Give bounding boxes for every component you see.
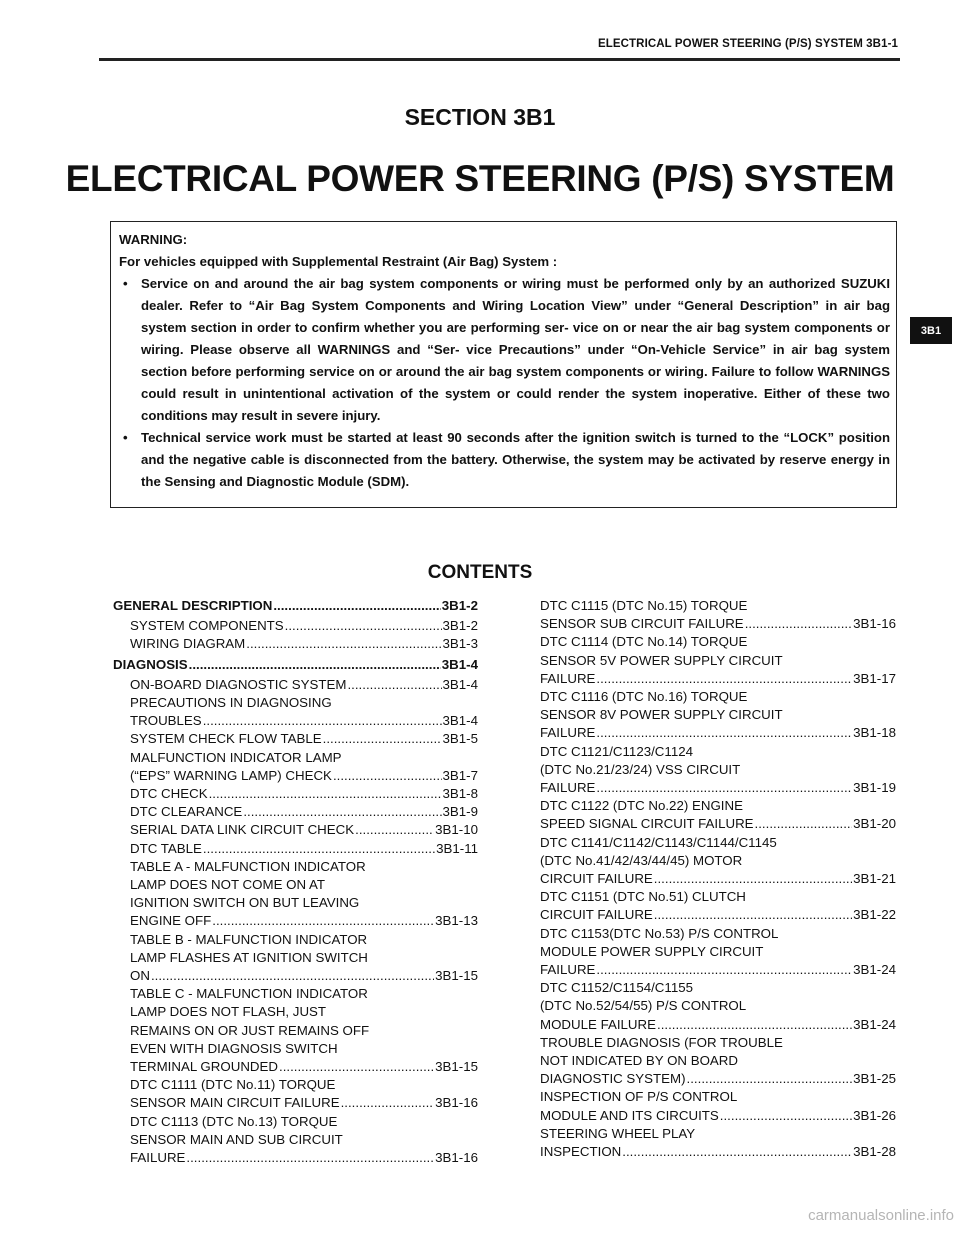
toc-page-number: 3B1-15: [435, 1059, 478, 1075]
toc-entry-title-line: SENSOR MAIN CIRCUIT FAILURE: [130, 1095, 340, 1111]
toc-entry-row: [130, 912, 478, 930]
toc-page-number: 3B1-2: [442, 618, 478, 634]
toc-page-number: 3B1-4: [441, 656, 478, 672]
toc-entry-title-line: DTC C1114 (DTC No.14) TORQUE: [540, 634, 748, 650]
toc-entry-row: [130, 1058, 478, 1076]
toc-entry-title-line: FAILURE: [130, 1150, 186, 1166]
section-label: SECTION 3B1: [404, 104, 556, 130]
toc-entry-title-line: (DTC No.52/54/55) P/S CONTROL: [540, 998, 747, 1014]
toc-entry-row: [540, 1143, 896, 1161]
warning-box: [110, 221, 897, 508]
toc-entry-title-line: MODULE AND ITS CIRCUITS: [540, 1107, 719, 1123]
toc-page-number: 3B1-16: [853, 616, 896, 632]
toc-entry[interactable]: [540, 1125, 896, 1161]
watermark: carmanualsonline.info: [808, 1207, 954, 1224]
toc-entry-title-line: DTC C1113 (DTC No.13) TORQUE: [130, 1113, 338, 1129]
toc-entry-title-line: FAILURE: [540, 780, 596, 796]
toc-entry-title-line: DIAGNOSTIC SYSTEM): [540, 1071, 686, 1087]
toc-entry-title-line: SENSOR MAIN AND SUB CIRCUIT: [130, 1131, 343, 1147]
toc-entry[interactable]: [540, 925, 896, 980]
toc-entry[interactable]: [113, 985, 478, 1076]
toc-entry-title-line: DTC C1122 (DTC No.22) ENGINE: [540, 798, 743, 814]
toc-entry-row: [540, 815, 896, 833]
toc-entry-row: [540, 615, 896, 633]
toc-page-number: 3B1-3: [442, 636, 478, 652]
warning-heading: WARNING:: [119, 232, 188, 247]
toc-entry-title-line: SENSOR 5V POWER SUPPLY CIRCUIT: [540, 652, 783, 668]
toc-page-number: 3B1-24: [853, 962, 896, 978]
toc-entry-title-line: SYSTEM COMPONENTS: [130, 618, 284, 634]
dot-leader: [203, 840, 435, 858]
toc-entry-title-line: ON: [130, 968, 150, 984]
toc-page-number: 3B1-4: [442, 713, 478, 729]
toc-entry-row: [540, 961, 896, 979]
toc-page-number: 3B1-9: [442, 804, 478, 820]
running-header: ELECTRICAL POWER STEERING (P/S) SYSTEM 3B1-1: [597, 38, 898, 50]
toc-entry[interactable]: [113, 803, 478, 821]
dot-leader: [212, 912, 434, 930]
dot-leader: [654, 906, 852, 924]
toc-entry[interactable]: [540, 597, 896, 633]
dot-leader: [657, 1016, 852, 1034]
dot-leader: [347, 676, 441, 694]
warning-list: [119, 273, 890, 493]
toc-entry-title-line: GENERAL DESCRIPTION: [113, 598, 273, 613]
toc-entry[interactable]: [540, 834, 896, 889]
dot-leader: [596, 961, 852, 979]
toc-entry[interactable]: [113, 617, 478, 635]
toc-page-number: 3B1-24: [853, 1016, 896, 1032]
toc-page-number: 3B1-2: [441, 598, 478, 613]
toc-entry[interactable]: [540, 797, 896, 833]
toc-page-number: 3B1-21: [853, 871, 896, 887]
toc-entry-row: [130, 617, 478, 635]
toc-entry[interactable]: [540, 633, 896, 688]
dot-leader: [186, 1149, 434, 1167]
toc-entry-title-line: DTC C1141/C1142/C1143/C1144/C1145: [540, 834, 777, 850]
toc-entry-title-line: (DTC No.21/23/24) VSS CIRCUIT: [540, 761, 741, 777]
toc-entry-title-line: SERIAL DATA LINK CIRCUIT CHECK: [130, 822, 355, 838]
toc-entry-title-line: INSPECTION OF P/S CONTROL: [540, 1089, 738, 1105]
toc-entry-title-line: TABLE C - MALFUNCTION INDICATOR: [130, 986, 368, 1002]
toc-page-number: 3B1-17: [853, 670, 896, 686]
toc-entry-title-line: DTC C1151 (DTC No.51) CLUTCH: [540, 889, 746, 905]
toc-entry[interactable]: [540, 688, 896, 743]
toc-entry-title-line: IGNITION SWITCH ON BUT LEAVING: [130, 895, 360, 911]
toc-entry-row: [130, 803, 478, 821]
dot-leader: [151, 967, 434, 985]
toc-page-number: 3B1-16: [435, 1150, 478, 1166]
toc-entry-title-line: LAMP DOES NOT FLASH, JUST: [130, 1004, 327, 1020]
toc-entry[interactable]: [113, 730, 478, 748]
toc-entry-title-line: DTC C1121/C1123/C1124: [540, 743, 693, 759]
toc-entry[interactable]: [540, 1034, 896, 1089]
dot-leader: [755, 815, 853, 833]
dot-leader: [285, 617, 442, 635]
dot-leader: [341, 1094, 435, 1112]
toc-entry-title-line: LAMP DOES NOT COME ON AT: [130, 877, 326, 893]
toc-entry-title-line: NOT INDICATED BY ON BOARD: [540, 1053, 739, 1069]
dot-leader: [720, 1107, 852, 1125]
toc-page-number: 3B1-5: [442, 731, 478, 747]
toc-entry[interactable]: [540, 743, 896, 798]
dot-leader: [355, 821, 434, 839]
toc-entry-title-line: INSPECTION: [540, 1144, 622, 1160]
dot-leader: [246, 635, 441, 653]
toc-entry-row: [130, 1149, 478, 1167]
toc-entry-row: [130, 967, 478, 985]
dot-leader: [654, 870, 852, 888]
dot-leader: [273, 597, 440, 615]
toc-page-number: 3B1-25: [853, 1071, 896, 1087]
toc-entry-title-line: FAILURE: [540, 670, 596, 686]
toc-entry-title-line: (DTC No.41/42/43/44/45) MOTOR: [540, 852, 743, 868]
toc-entry-title-line: DTC C1153(DTC No.53) P/S CONTROL: [540, 925, 779, 941]
dot-leader: [203, 712, 442, 730]
toc-entry-row: [130, 676, 478, 694]
toc-entry[interactable]: [113, 635, 478, 653]
toc-entry-title-line: CIRCUIT FAILURE: [540, 907, 653, 923]
toc-entry-row: [113, 597, 478, 615]
toc-page-number: 3B1-13: [435, 913, 478, 929]
contents-heading: CONTENTS: [427, 562, 533, 583]
toc-entry-row: [540, 779, 896, 797]
toc-entry-title-line: ON-BOARD DIAGNOSTIC SYSTEM: [130, 676, 347, 692]
toc-page-number: 3B1-11: [436, 840, 478, 856]
toc-entry-title-line: SENSOR SUB CIRCUIT FAILURE: [540, 616, 744, 632]
toc-entry[interactable]: [113, 676, 478, 694]
toc-entry-title-line: DTC CLEARANCE: [130, 804, 243, 820]
toc-entry[interactable]: [113, 1076, 478, 1112]
toc-entry[interactable]: [113, 858, 478, 931]
toc-entry-title-line: CIRCUIT FAILURE: [540, 871, 653, 887]
toc-left-column: [113, 597, 478, 1167]
toc-entry[interactable]: [113, 694, 478, 730]
dot-leader: [596, 724, 852, 742]
toc-entry[interactable]: [113, 1113, 478, 1168]
toc-entry-title-line: (“EPS” WARNING LAMP) CHECK: [130, 767, 332, 783]
toc-page-number: 3B1-10: [435, 822, 478, 838]
toc-entry-row: [540, 1107, 896, 1125]
toc-entry-row: [130, 1094, 478, 1112]
toc-page-number: 3B1-16: [435, 1095, 478, 1111]
toc-entry-row: [540, 1070, 896, 1088]
toc-entry-title-line: PRECAUTIONS IN DIAGNOSING: [130, 695, 332, 711]
toc-entry[interactable]: [113, 656, 478, 674]
toc-entry-title-line: LAMP FLASHES AT IGNITION SWITCH: [130, 949, 368, 965]
toc-entry[interactable]: [540, 888, 896, 924]
warning-intro: For vehicles equipped with Supplemental Restraint (Air Bag) System :: [119, 254, 558, 269]
toc-entry[interactable]: [113, 597, 478, 615]
toc-entry-row: [540, 724, 896, 742]
toc-entry-title-line: TROUBLES: [130, 713, 202, 729]
toc-entry-title-line: DTC C1116 (DTC No.16) TORQUE: [540, 689, 748, 705]
toc-entry[interactable]: [113, 931, 478, 986]
toc-entry-row: [113, 656, 478, 674]
toc-entry-title-line: WIRING DIAGRAM: [130, 636, 246, 652]
dot-leader: [323, 730, 442, 748]
toc-entry-row: [540, 670, 896, 688]
page-title: ELECTRICAL POWER STEERING (P/S) SYSTEM: [65, 158, 895, 199]
toc-entry-title-line: FAILURE: [540, 962, 596, 978]
toc-page-number: 3B1-19: [853, 780, 896, 796]
toc-page-number: 3B1-4: [442, 676, 478, 692]
toc-entry-title-line: SENSOR 8V POWER SUPPLY CIRCUIT: [540, 707, 783, 723]
dot-leader: [209, 785, 442, 803]
toc-entry-title-line: EVEN WITH DIAGNOSIS SWITCH: [130, 1040, 338, 1056]
dot-leader: [189, 656, 441, 674]
toc-entry-row: [130, 635, 478, 653]
dot-leader: [687, 1070, 853, 1088]
toc-page-number: 3B1-28: [853, 1144, 896, 1160]
toc-page-number: 3B1-7: [442, 767, 478, 783]
warning-bullet: • Technical service work must be started at least 90 seconds after the ignition switch is turned to the “LOCK” position and the negative cable is disconnected from the battery. Otherwise, the system may be activated by reserve energy in the Sensing and Diagnostic Module (SDM).: [119, 427, 890, 493]
toc-entry-title-line: DTC C1115 (DTC No.15) TORQUE: [540, 598, 748, 613]
dot-leader: [596, 670, 852, 688]
toc-entry-row: [130, 785, 478, 803]
dot-leader: [622, 1143, 852, 1161]
toc-entry-title-line: DTC CHECK: [130, 786, 208, 802]
toc-entry-title-line: DIAGNOSIS: [113, 656, 188, 672]
toc-entry-title-line: TROUBLE DIAGNOSIS (FOR TROUBLE: [540, 1034, 783, 1050]
toc-page-number: 3B1-20: [853, 816, 896, 832]
toc-page-number: 3B1-22: [853, 907, 896, 923]
toc-entry-row: [130, 712, 478, 730]
dot-leader: [333, 767, 442, 785]
toc-entry-row: [130, 767, 478, 785]
toc-entry-title-line: FAILURE: [540, 725, 596, 741]
toc-entry-title-line: SPEED SIGNAL CIRCUIT FAILURE: [540, 816, 754, 832]
toc-entry-title-line: MODULE POWER SUPPLY CIRCUIT: [540, 943, 764, 959]
toc-entry-title-line: STEERING WHEEL PLAY: [540, 1125, 696, 1141]
section-tab: 3B1: [910, 317, 952, 344]
toc-entry-title-line: DTC C1111 (DTC No.11) TORQUE: [130, 1077, 336, 1093]
toc-page-number: 3B1-8: [442, 786, 478, 802]
toc-entry-row: [540, 906, 896, 924]
toc-entry-title-line: DTC TABLE: [130, 840, 202, 856]
toc-entry-row: [130, 730, 478, 748]
toc-page-number: 3B1-15: [435, 968, 478, 984]
dot-leader: [279, 1058, 434, 1076]
toc-entry-title-line: MODULE FAILURE: [540, 1016, 657, 1032]
toc-entry-title-line: TABLE A - MALFUNCTION INDICATOR: [130, 858, 366, 874]
dot-leader: [243, 803, 441, 821]
toc-entry[interactable]: [540, 979, 896, 1034]
dot-leader: [745, 615, 852, 633]
warning-bullet: • Service on and around the air bag system components or wiring must be performed only by an authorized SUZUKI dealer. Refer to “Air Bag System Components and Wiring Location View” under “General Description” in air bag system section in order to confirm whether you are performing ser- vice on or near the air bag system components or wiring. Please observe all WARNINGS and “Ser- vice Precautions” under “On-Vehicle Service” in air bag system section before performing service on or around the air bag system components or wiring. Failure to follow WARNINGS could result in unintentional activation of the system or could render the system inoperative. Either of these two conditions may result in severe injury.: [119, 273, 890, 427]
toc-page-number: 3B1-26: [853, 1107, 896, 1123]
toc-entry-row: [130, 840, 478, 858]
toc-page-number: 3B1-18: [853, 725, 896, 741]
toc-entry[interactable]: [113, 821, 478, 839]
toc-entry[interactable]: [113, 840, 478, 858]
toc-entry-title-line: REMAINS ON OR JUST REMAINS OFF: [130, 1022, 370, 1038]
toc-entry[interactable]: [113, 749, 478, 785]
toc-entry[interactable]: [540, 1088, 896, 1124]
toc-entry-title-line: SYSTEM CHECK FLOW TABLE: [130, 731, 322, 747]
dot-leader: [596, 779, 852, 797]
toc-entry-title-line: MALFUNCTION INDICATOR LAMP: [130, 749, 342, 765]
toc-entry-title-line: TABLE B - MALFUNCTION INDICATOR: [130, 931, 368, 947]
toc-entry[interactable]: [113, 785, 478, 803]
toc-entry-row: [540, 1016, 896, 1034]
toc-entry-row: [540, 870, 896, 888]
toc-entry-title-line: TERMINAL GROUNDED: [130, 1059, 278, 1075]
toc-entry-title-line: DTC C1152/C1154/C1155: [540, 980, 693, 996]
header-rule: [99, 58, 900, 61]
toc-right-column: [540, 597, 896, 1161]
toc-entry-title-line: ENGINE OFF: [130, 913, 212, 929]
toc-entry-row: [130, 821, 478, 839]
